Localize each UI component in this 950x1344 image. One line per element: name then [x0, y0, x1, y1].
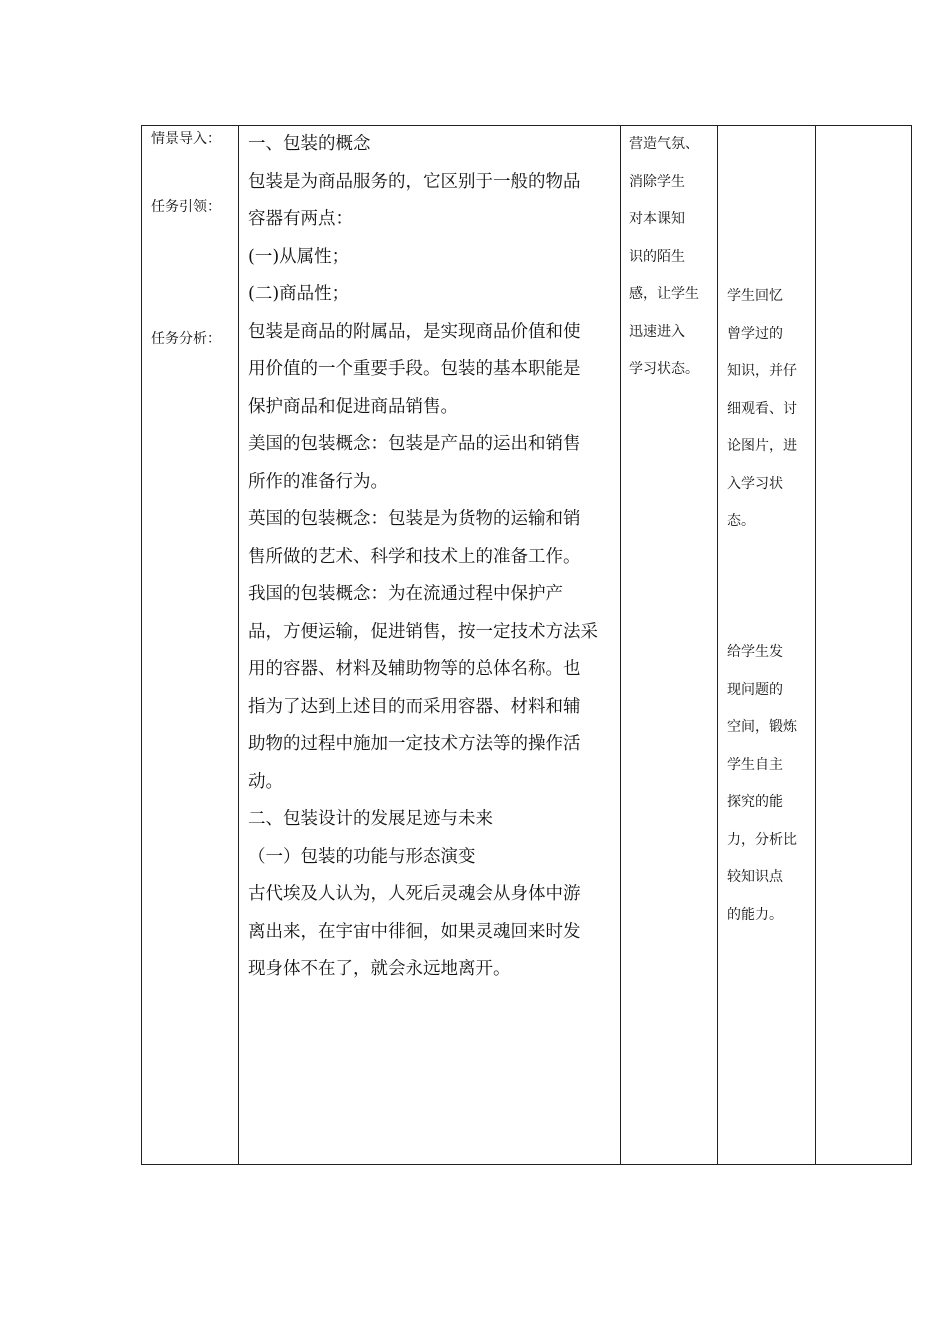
content-line: 用价值的一个重要手段。包装的基本职能是 — [248, 359, 581, 379]
task-analysis-label: 任务分析： — [151, 331, 221, 347]
content-line: 包装是商品的附属品，是实现商品价值和使 — [248, 321, 581, 342]
student-activity-block — [727, 278, 797, 541]
design-intent-line: 的能力。 — [727, 906, 783, 923]
content-line: 用的容器、材料及辅助物等的总体名称。也 — [248, 659, 581, 679]
teaching-content-cell — [238, 126, 620, 1164]
content-line: 助物的过程中施加一定技术方法等的操作活 — [248, 734, 581, 754]
teacher-activity-line: 迅速进入 — [629, 323, 685, 340]
design-intent-line: 给学生发 — [727, 644, 783, 660]
content-line: （一）包装的功能与形态演变 — [248, 846, 476, 867]
design-intent-line: 空间，锻炼 — [727, 719, 797, 735]
content-line: 英国的包装概念：包装是为货物的运输和销 — [248, 509, 581, 529]
content-line: 一、包装的概念 — [248, 134, 371, 154]
empty-column-cell — [815, 126, 913, 1164]
student-activity-line: 入学习状 — [727, 475, 783, 492]
teacher-activity-line: 消除学生 — [629, 173, 685, 190]
content-line: (二)商品性； — [248, 284, 350, 304]
teacher-activity-line: 对本课知 — [629, 211, 685, 227]
student-activity-line: 细观看、讨 — [727, 400, 797, 417]
student-activity-line: 学生回忆 — [727, 288, 783, 304]
design-intent-line: 探究的能 — [727, 794, 783, 810]
task-lead-label: 任务引领： — [151, 199, 221, 215]
design-intent-line: 学生自主 — [727, 756, 783, 773]
content-line: 动。 — [248, 771, 283, 792]
content-line: 售所做的艺术、科学和技术上的准备工作。 — [248, 546, 581, 567]
student-activity-line: 态。 — [727, 513, 755, 529]
teacher-activity-line: 学习状态。 — [629, 361, 699, 377]
content-line: 离出来，在宇宙中徘徊，如果灵魂回来时发 — [248, 921, 581, 942]
design-intent-block — [727, 634, 797, 934]
stage-labels-cell — [142, 126, 238, 1164]
content-line: 二、包装设计的发展足迹与未来 — [248, 809, 493, 829]
content-line: 古代埃及人认为，人死后灵魂会从身体中游 — [248, 884, 581, 904]
situation-intro-label: 情景导入： — [151, 131, 221, 147]
student-activity-line: 知识，并仔 — [727, 363, 797, 379]
design-intent-line: 较知识点 — [727, 869, 783, 885]
content-line: 品，方便运输，促进销售，按一定技术方法采 — [248, 621, 598, 642]
teacher-activity-line: 识的陌生 — [629, 248, 685, 265]
content-line: 美国的包装概念：包装是产品的运出和销售 — [248, 434, 581, 454]
content-line: (一)从属性； — [248, 246, 350, 267]
content-line: 我国的包装概念：为在流通过程中保护产 — [248, 584, 563, 604]
content-line: 所作的准备行为。 — [248, 471, 388, 492]
student-activity-line: 论图片，进 — [727, 438, 797, 454]
design-intent-line: 力，分析比 — [727, 831, 797, 848]
content-line: 容器有两点： — [248, 209, 353, 229]
teacher-activity-line: 感，让学生 — [629, 286, 699, 302]
design-intent-line: 现问题的 — [727, 681, 783, 698]
lesson-plan-table — [141, 125, 912, 1165]
content-line: 保护商品和促进商品销售。 — [248, 396, 458, 417]
teacher-activity-cell — [620, 126, 717, 1164]
content-line: 包装是为商品服务的，它区别于一般的物品 — [248, 171, 581, 192]
content-line: 现身体不在了，就会永远地离开。 — [248, 959, 511, 979]
teacher-activity-line: 营造气氛、 — [629, 136, 699, 152]
student-activity-line: 曾学过的 — [727, 325, 783, 342]
student-activity-cell — [717, 126, 815, 1164]
content-line: 指为了达到上述目的而采用容器、材料和辅 — [248, 696, 581, 717]
